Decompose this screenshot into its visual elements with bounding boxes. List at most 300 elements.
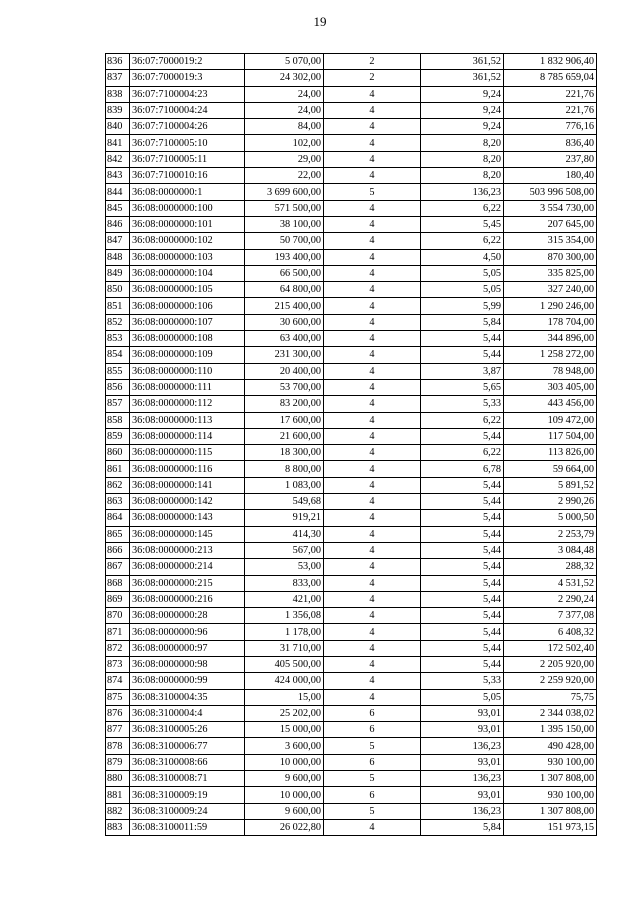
cell-group: 5 [324, 771, 421, 787]
cell-area: 405 500,00 [245, 656, 324, 672]
table-row [106, 298, 597, 314]
table-row [106, 738, 597, 754]
cell-cadastral-number: 36:08:0000000:115 [130, 445, 245, 461]
cell-cadastral-number: 36:08:0000000:99 [130, 673, 245, 689]
cell-group: 5 [324, 184, 421, 200]
cell-value: 3 084,48 [504, 542, 597, 558]
cell-cadastral-number: 36:08:0000000:108 [130, 331, 245, 347]
cell-cadastral-number: 36:08:3100006:77 [130, 738, 245, 754]
cell-row-number: 867 [106, 559, 130, 575]
cell-row-number: 873 [106, 656, 130, 672]
cell-row-number: 880 [106, 771, 130, 787]
cell-value: 172 502,40 [504, 640, 597, 656]
cell-rate: 5,44 [421, 656, 504, 672]
cell-group: 4 [324, 363, 421, 379]
cell-group: 4 [324, 559, 421, 575]
cell-row-number: 846 [106, 216, 130, 232]
cell-rate: 8,20 [421, 168, 504, 184]
cell-value: 490 428,00 [504, 738, 597, 754]
cell-value: 1 290 246,00 [504, 298, 597, 314]
cell-area: 15,00 [245, 689, 324, 705]
cell-rate: 5,44 [421, 347, 504, 363]
cell-value: 75,75 [504, 689, 597, 705]
cell-area: 18 300,00 [245, 445, 324, 461]
cell-row-number: 865 [106, 526, 130, 542]
cell-cadastral-number: 36:07:7100005:10 [130, 135, 245, 151]
table-row [106, 819, 597, 835]
cell-group: 4 [324, 819, 421, 835]
cell-cadastral-number: 36:08:0000000:28 [130, 608, 245, 624]
cell-area: 193 400,00 [245, 249, 324, 265]
cell-area: 66 500,00 [245, 265, 324, 281]
cell-cadastral-number: 36:08:3100008:66 [130, 754, 245, 770]
table-row [106, 233, 597, 249]
cell-area: 5 070,00 [245, 54, 324, 70]
cell-area: 25 202,00 [245, 705, 324, 721]
cell-value: 1 395 150,00 [504, 722, 597, 738]
cell-rate: 136,23 [421, 771, 504, 787]
table-row [106, 705, 597, 721]
cell-value: 2 344 038,02 [504, 705, 597, 721]
table-row [106, 265, 597, 281]
cell-row-number: 860 [106, 445, 130, 461]
cell-cadastral-number: 36:07:7100010:16 [130, 168, 245, 184]
cell-rate: 5,44 [421, 526, 504, 542]
cell-cadastral-number: 36:08:0000000:112 [130, 396, 245, 412]
cell-value: 207 645,00 [504, 216, 597, 232]
cell-cadastral-number: 36:08:0000000:116 [130, 461, 245, 477]
cell-rate: 5,44 [421, 624, 504, 640]
cell-rate: 5,44 [421, 542, 504, 558]
cell-group: 4 [324, 200, 421, 216]
cell-cadastral-number: 36:08:3100009:24 [130, 803, 245, 819]
cell-group: 4 [324, 510, 421, 526]
cell-row-number: 875 [106, 689, 130, 705]
cell-row-number: 862 [106, 477, 130, 493]
cell-row-number: 863 [106, 494, 130, 510]
cell-cadastral-number: 36:08:0000000:114 [130, 428, 245, 444]
cell-area: 9 600,00 [245, 771, 324, 787]
cell-value: 117 504,00 [504, 428, 597, 444]
cell-rate: 6,22 [421, 200, 504, 216]
cell-area: 919,21 [245, 510, 324, 526]
cell-row-number: 870 [106, 608, 130, 624]
cell-area: 1 356,08 [245, 608, 324, 624]
cell-group: 4 [324, 608, 421, 624]
table-row [106, 379, 597, 395]
cell-group: 4 [324, 298, 421, 314]
cell-rate: 93,01 [421, 722, 504, 738]
cell-cadastral-number: 36:08:0000000:141 [130, 477, 245, 493]
cell-row-number: 866 [106, 542, 130, 558]
cell-rate: 9,24 [421, 119, 504, 135]
cell-row-number: 836 [106, 54, 130, 70]
cell-value: 2 205 920,00 [504, 656, 597, 672]
table-row [106, 575, 597, 591]
cell-group: 4 [324, 542, 421, 558]
cell-rate: 136,23 [421, 803, 504, 819]
cell-rate: 5,44 [421, 494, 504, 510]
cell-area: 571 500,00 [245, 200, 324, 216]
cell-cadastral-number: 36:07:7100004:24 [130, 102, 245, 118]
cell-rate: 5,44 [421, 575, 504, 591]
cell-group: 4 [324, 412, 421, 428]
cell-group: 4 [324, 396, 421, 412]
cell-rate: 5,45 [421, 216, 504, 232]
cell-cadastral-number: 36:07:7000019:2 [130, 54, 245, 70]
cell-value: 503 996 508,00 [504, 184, 597, 200]
cell-row-number: 855 [106, 363, 130, 379]
table-row [106, 412, 597, 428]
cell-rate: 5,84 [421, 819, 504, 835]
cell-row-number: 876 [106, 705, 130, 721]
cell-row-number: 878 [106, 738, 130, 754]
cell-cadastral-number: 36:08:0000000:142 [130, 494, 245, 510]
cell-cadastral-number: 36:08:0000000:143 [130, 510, 245, 526]
cell-row-number: 847 [106, 233, 130, 249]
table-row [106, 445, 597, 461]
cell-area: 22,00 [245, 168, 324, 184]
cell-value: 5 000,50 [504, 510, 597, 526]
cell-value: 237,80 [504, 151, 597, 167]
table-row [106, 135, 597, 151]
cell-rate: 5,84 [421, 314, 504, 330]
cell-cadastral-number: 36:08:0000000:103 [130, 249, 245, 265]
cell-group: 4 [324, 347, 421, 363]
cell-value: 5 891,52 [504, 477, 597, 493]
table-row [106, 608, 597, 624]
cell-group: 4 [324, 379, 421, 395]
cell-cadastral-number: 36:08:0000000:97 [130, 640, 245, 656]
cell-cadastral-number: 36:08:0000000:107 [130, 314, 245, 330]
cell-cadastral-number: 36:08:3100011:59 [130, 819, 245, 835]
cell-area: 20 400,00 [245, 363, 324, 379]
cell-rate: 136,23 [421, 184, 504, 200]
cell-area: 549,68 [245, 494, 324, 510]
cell-group: 4 [324, 624, 421, 640]
cell-cadastral-number: 36:08:0000000:109 [130, 347, 245, 363]
cell-rate: 9,24 [421, 102, 504, 118]
cell-area: 10 000,00 [245, 787, 324, 803]
cell-value: 3 554 730,00 [504, 200, 597, 216]
cell-area: 24,00 [245, 102, 324, 118]
cell-rate: 6,78 [421, 461, 504, 477]
cell-cadastral-number: 36:08:0000000:96 [130, 624, 245, 640]
cell-row-number: 850 [106, 282, 130, 298]
cell-group: 4 [324, 428, 421, 444]
cell-area: 8 800,00 [245, 461, 324, 477]
cell-cadastral-number: 36:08:0000000:98 [130, 656, 245, 672]
cell-rate: 361,52 [421, 70, 504, 86]
cell-value: 344 896,00 [504, 331, 597, 347]
cell-row-number: 879 [106, 754, 130, 770]
cell-group: 4 [324, 445, 421, 461]
cell-cadastral-number: 36:07:7100004:26 [130, 119, 245, 135]
cell-value: 6 408,32 [504, 624, 597, 640]
cell-row-number: 840 [106, 119, 130, 135]
table-row [106, 510, 597, 526]
cell-cadastral-number: 36:07:7100004:23 [130, 86, 245, 102]
cell-rate: 6,22 [421, 445, 504, 461]
table-row [106, 86, 597, 102]
cell-value: 2 290,24 [504, 591, 597, 607]
cell-row-number: 852 [106, 314, 130, 330]
cell-rate: 5,33 [421, 396, 504, 412]
table-row [106, 282, 597, 298]
cell-value: 1 307 808,00 [504, 771, 597, 787]
cell-value: 1 307 808,00 [504, 803, 597, 819]
cell-cadastral-number: 36:08:0000000:215 [130, 575, 245, 591]
cell-group: 4 [324, 102, 421, 118]
cell-value: 303 405,00 [504, 379, 597, 395]
table-row [106, 477, 597, 493]
table-row [106, 200, 597, 216]
cell-rate: 136,23 [421, 738, 504, 754]
cell-row-number: 839 [106, 102, 130, 118]
cell-rate: 6,22 [421, 412, 504, 428]
cell-value: 930 100,00 [504, 787, 597, 803]
table-row [106, 624, 597, 640]
table-row [106, 787, 597, 803]
table-body [106, 54, 597, 836]
table-row [106, 722, 597, 738]
cell-group: 4 [324, 640, 421, 656]
cell-row-number: 864 [106, 510, 130, 526]
cell-value: 327 240,00 [504, 282, 597, 298]
cell-area: 833,00 [245, 575, 324, 591]
cell-row-number: 883 [106, 819, 130, 835]
cell-value: 2 253,79 [504, 526, 597, 542]
table-row [106, 656, 597, 672]
table-row [106, 54, 597, 70]
cell-rate: 5,44 [421, 559, 504, 575]
cell-rate: 5,44 [421, 591, 504, 607]
cell-rate: 5,65 [421, 379, 504, 395]
table-row [106, 803, 597, 819]
cell-rate: 93,01 [421, 754, 504, 770]
table-row [106, 689, 597, 705]
cell-rate: 93,01 [421, 705, 504, 721]
table-row [106, 249, 597, 265]
cell-row-number: 874 [106, 673, 130, 689]
cell-value: 1 258 272,00 [504, 347, 597, 363]
cell-row-number: 881 [106, 787, 130, 803]
cell-group: 4 [324, 282, 421, 298]
cell-rate: 361,52 [421, 54, 504, 70]
cell-cadastral-number: 36:08:0000000:214 [130, 559, 245, 575]
cell-rate: 5,05 [421, 265, 504, 281]
cell-row-number: 853 [106, 331, 130, 347]
cell-group: 4 [324, 331, 421, 347]
table-row [106, 673, 597, 689]
cell-value: 8 785 659,04 [504, 70, 597, 86]
cell-cadastral-number: 36:08:0000000:104 [130, 265, 245, 281]
cell-cadastral-number: 36:08:0000000:106 [130, 298, 245, 314]
cell-cadastral-number: 36:08:0000000:216 [130, 591, 245, 607]
cell-rate: 5,44 [421, 428, 504, 444]
cell-group: 4 [324, 216, 421, 232]
cell-value: 2 259 920,00 [504, 673, 597, 689]
cell-value: 4 531,52 [504, 575, 597, 591]
cell-cadastral-number: 36:08:0000000:213 [130, 542, 245, 558]
cell-value: 78 948,00 [504, 363, 597, 379]
cell-value: 59 664,00 [504, 461, 597, 477]
cell-value: 2 990,26 [504, 494, 597, 510]
cell-rate: 4,50 [421, 249, 504, 265]
table-row [106, 771, 597, 787]
cell-group: 4 [324, 591, 421, 607]
cell-rate: 5,44 [421, 477, 504, 493]
cell-rate: 93,01 [421, 787, 504, 803]
cell-value: 109 472,00 [504, 412, 597, 428]
cell-rate: 5,44 [421, 640, 504, 656]
cell-area: 24 302,00 [245, 70, 324, 86]
table-row [106, 363, 597, 379]
cell-row-number: 843 [106, 168, 130, 184]
cell-cadastral-number: 36:08:3100004:4 [130, 705, 245, 721]
table-row [106, 559, 597, 575]
cell-cadastral-number: 36:08:3100009:19 [130, 787, 245, 803]
cell-area: 102,00 [245, 135, 324, 151]
cell-row-number: 882 [106, 803, 130, 819]
cell-area: 215 400,00 [245, 298, 324, 314]
cell-area: 29,00 [245, 151, 324, 167]
cell-area: 421,00 [245, 591, 324, 607]
table-row [106, 494, 597, 510]
cell-area: 53 700,00 [245, 379, 324, 395]
cell-row-number: 858 [106, 412, 130, 428]
cell-value: 443 456,00 [504, 396, 597, 412]
cell-area: 21 600,00 [245, 428, 324, 444]
cell-value: 335 825,00 [504, 265, 597, 281]
cell-area: 567,00 [245, 542, 324, 558]
cell-group: 5 [324, 738, 421, 754]
cell-group: 4 [324, 526, 421, 542]
table-row [106, 526, 597, 542]
cell-row-number: 857 [106, 396, 130, 412]
cell-group: 6 [324, 754, 421, 770]
cell-group: 4 [324, 233, 421, 249]
cell-cadastral-number: 36:08:0000000:111 [130, 379, 245, 395]
table-row [106, 461, 597, 477]
cell-row-number: 859 [106, 428, 130, 444]
cell-area: 231 300,00 [245, 347, 324, 363]
cell-value: 288,32 [504, 559, 597, 575]
cell-row-number: 877 [106, 722, 130, 738]
cell-area: 64 800,00 [245, 282, 324, 298]
cell-cadastral-number: 36:08:0000000:105 [130, 282, 245, 298]
cell-area: 9 600,00 [245, 803, 324, 819]
table-row [106, 151, 597, 167]
cell-value: 7 377,08 [504, 608, 597, 624]
cell-group: 2 [324, 70, 421, 86]
cell-group: 6 [324, 787, 421, 803]
cell-area: 30 600,00 [245, 314, 324, 330]
cell-group: 4 [324, 168, 421, 184]
table-row [106, 347, 597, 363]
cell-value: 776,16 [504, 119, 597, 135]
cell-rate: 5,44 [421, 608, 504, 624]
cell-group: 4 [324, 656, 421, 672]
data-table [105, 53, 597, 836]
cell-row-number: 851 [106, 298, 130, 314]
cell-row-number: 861 [106, 461, 130, 477]
cell-group: 4 [324, 689, 421, 705]
cell-area: 31 710,00 [245, 640, 324, 656]
table-row [106, 591, 597, 607]
cell-rate: 5,05 [421, 282, 504, 298]
cell-row-number: 871 [106, 624, 130, 640]
cell-group: 4 [324, 86, 421, 102]
cell-area: 24,00 [245, 86, 324, 102]
cell-value: 930 100,00 [504, 754, 597, 770]
page-number: 19 [313, 14, 327, 29]
cell-cadastral-number: 36:07:7100005:11 [130, 151, 245, 167]
cell-cadastral-number: 36:07:7000019:3 [130, 70, 245, 86]
cell-group: 4 [324, 575, 421, 591]
cell-value: 221,76 [504, 86, 597, 102]
cell-row-number: 856 [106, 379, 130, 395]
cell-group: 4 [324, 494, 421, 510]
cell-row-number: 838 [106, 86, 130, 102]
cell-row-number: 849 [106, 265, 130, 281]
cell-row-number: 845 [106, 200, 130, 216]
cell-row-number: 837 [106, 70, 130, 86]
cell-rate: 9,24 [421, 86, 504, 102]
table-row [106, 216, 597, 232]
cell-area: 38 100,00 [245, 216, 324, 232]
table-row [106, 640, 597, 656]
table-row [106, 119, 597, 135]
cell-cadastral-number: 36:08:0000000:113 [130, 412, 245, 428]
table-row [106, 70, 597, 86]
cell-group: 4 [324, 119, 421, 135]
table-row [106, 184, 597, 200]
cell-value: 1 832 906,40 [504, 54, 597, 70]
cell-cadastral-number: 36:08:0000000:1 [130, 184, 245, 200]
cell-rate: 3,87 [421, 363, 504, 379]
cell-area: 17 600,00 [245, 412, 324, 428]
cell-row-number: 868 [106, 575, 130, 591]
cell-rate: 5,44 [421, 331, 504, 347]
cell-rate: 6,22 [421, 233, 504, 249]
cell-rate: 8,20 [421, 151, 504, 167]
table-row [106, 314, 597, 330]
cell-row-number: 869 [106, 591, 130, 607]
cell-cadastral-number: 36:08:3100008:71 [130, 771, 245, 787]
cell-row-number: 872 [106, 640, 130, 656]
cell-group: 4 [324, 477, 421, 493]
cell-rate: 5,33 [421, 673, 504, 689]
cell-group: 6 [324, 722, 421, 738]
cell-value: 870 300,00 [504, 249, 597, 265]
cell-value: 836,40 [504, 135, 597, 151]
table-row [106, 396, 597, 412]
cell-group: 6 [324, 705, 421, 721]
cell-cadastral-number: 36:08:0000000:110 [130, 363, 245, 379]
cell-group: 4 [324, 265, 421, 281]
table-row [106, 754, 597, 770]
cell-group: 4 [324, 461, 421, 477]
cell-row-number: 848 [106, 249, 130, 265]
cell-group: 2 [324, 54, 421, 70]
cell-area: 50 700,00 [245, 233, 324, 249]
cell-value: 178 704,00 [504, 314, 597, 330]
cell-group: 4 [324, 314, 421, 330]
cell-area: 1 083,00 [245, 477, 324, 493]
cell-row-number: 854 [106, 347, 130, 363]
cell-cadastral-number: 36:08:0000000:145 [130, 526, 245, 542]
